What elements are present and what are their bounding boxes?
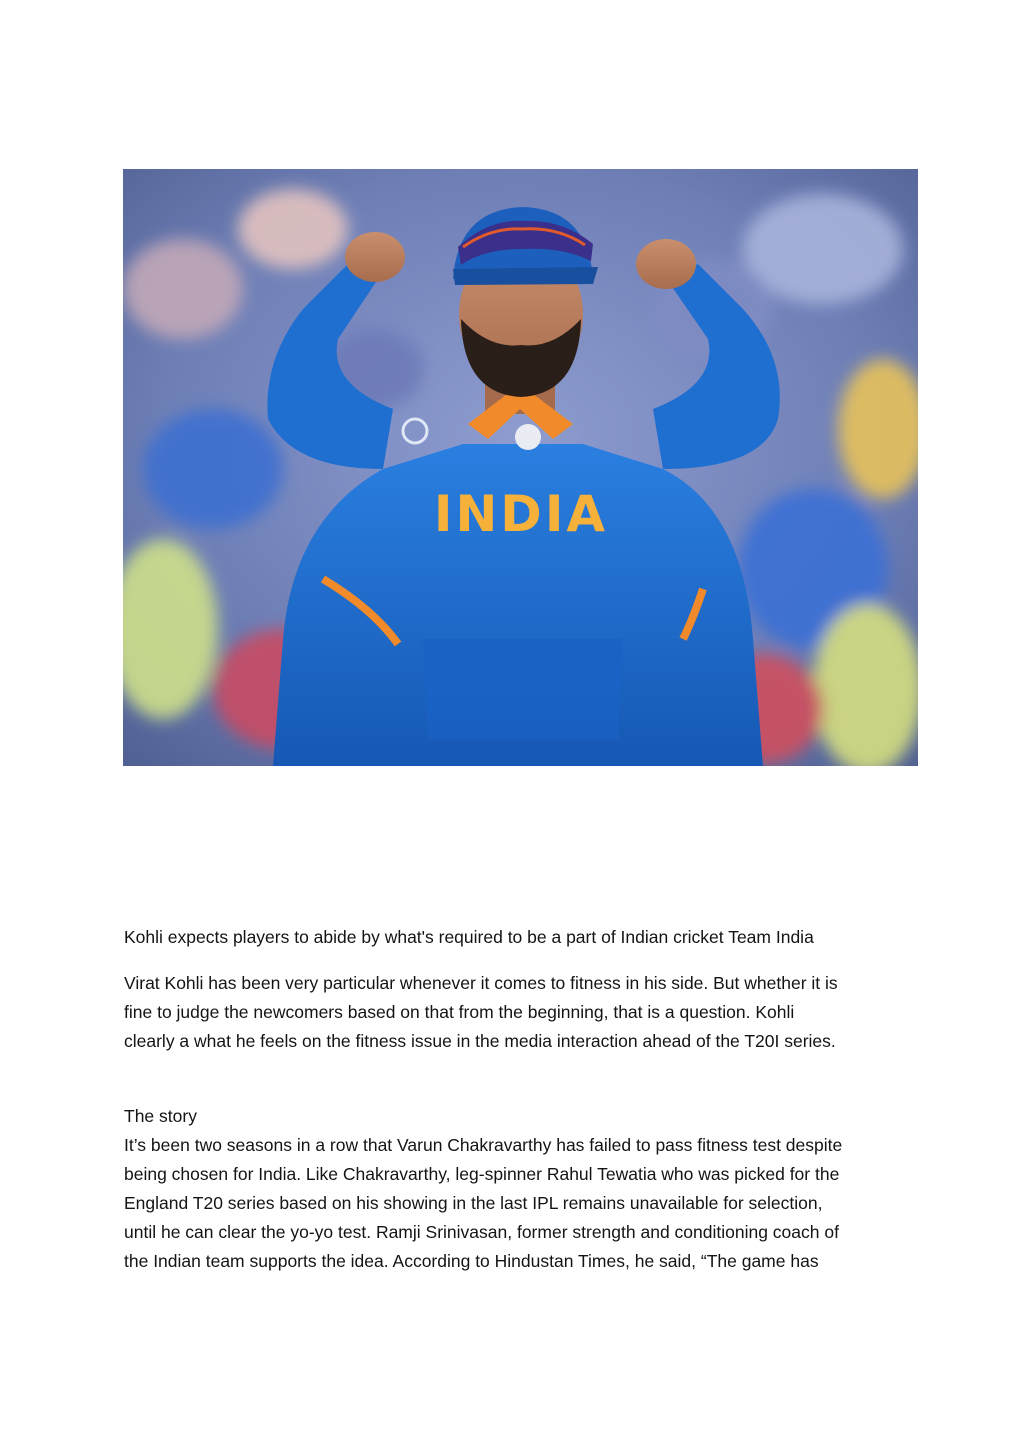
cricketer-photo-illustration (123, 169, 918, 766)
story-line: until he can clear the yo-yo test. Ramji Srinivasan, former strength and conditioning coach of (124, 1222, 839, 1242)
story-line: being chosen for India. Like Chakravarthy, leg-spinner Rahul Tewatia who was picked for the (124, 1164, 840, 1184)
intro-line: fine to judge the newcomers based on that from the beginning, that is a question. Kohli (124, 1002, 795, 1022)
story-line: the Indian team supports the idea. According to Hindustan Times, he said, “The game has (124, 1251, 819, 1271)
story-paragraph (124, 1131, 914, 1276)
story-heading: The story (124, 1106, 197, 1126)
article-photo (123, 169, 918, 766)
intro-paragraph (124, 969, 914, 1056)
article-headline: Kohli expects players to abide by what's required to be a part of Indian cricket Team India (124, 927, 814, 947)
jersey-text: INDIA (433, 485, 609, 543)
story-line: England T20 series based on his showing in the last IPL remains unavailable for selection, (124, 1193, 823, 1213)
intro-line: clearly a what he feels on the fitness issue in the media interaction ahead of the T20I series. (124, 1031, 836, 1051)
story-line: It’s been two seasons in a row that Varun Chakravarthy has failed to pass fitness test despite (124, 1135, 843, 1155)
intro-line: Virat Kohli has been very particular whenever it comes to fitness in his side. But whether it is (124, 973, 838, 993)
